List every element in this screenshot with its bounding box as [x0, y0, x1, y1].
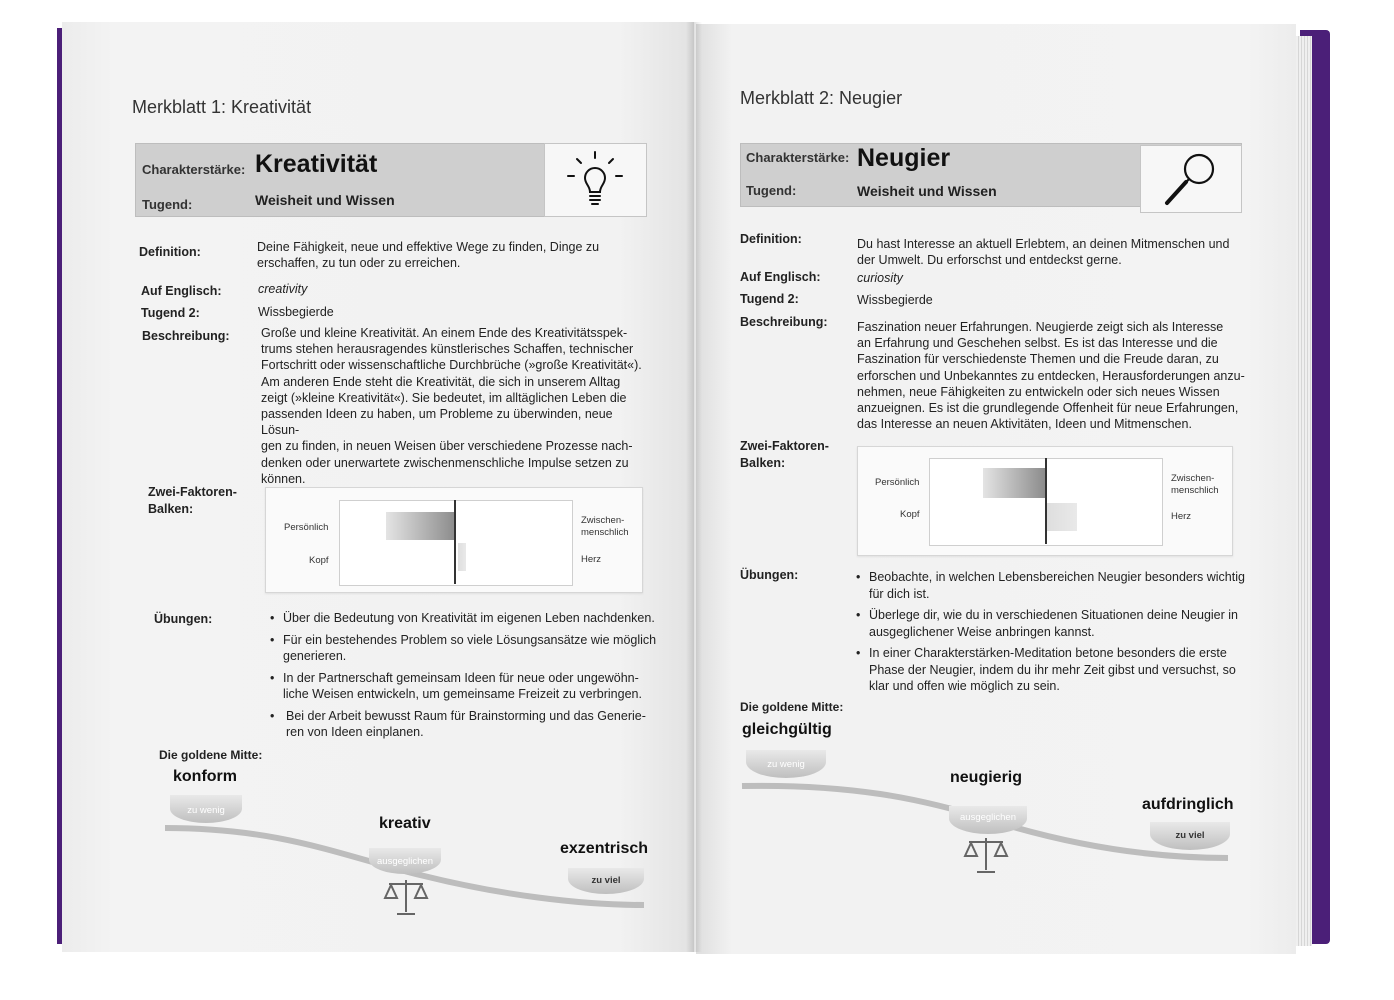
- golden-mean-title: Die goldene Mitte:: [740, 700, 844, 714]
- line: Große und kleine Kreativität. An einem Ende des Kreativitätsspek-: [261, 326, 628, 340]
- lightbulb-icon: [545, 144, 646, 216]
- too-much-text: zu viel: [1175, 830, 1205, 841]
- too-little-text: zu wenig: [187, 805, 225, 816]
- line: • In einer Charakterstärken-Meditation betone besonders die erste: [869, 646, 1227, 660]
- list-item: [268, 670, 658, 703]
- definition-text: [257, 239, 647, 271]
- line: ausgeglichener Weise anbringen kannst.: [869, 624, 1095, 639]
- too-much-word: aufdringlich: [1142, 796, 1234, 813]
- line: Faszination für verschiedenste Themen und die Freude daran, zu: [857, 352, 1219, 367]
- label-interpersonal: [581, 515, 629, 539]
- balanced-text: ausgeglichen: [377, 856, 433, 867]
- label-interpersonal: [1171, 473, 1219, 497]
- label-interpersonal-1: Zwischen-: [581, 515, 625, 526]
- definition-text: [857, 236, 1257, 268]
- exercises-label: Übungen:: [740, 568, 799, 582]
- line: können.: [261, 471, 306, 486]
- strength-label: Charakterstärke:: [746, 150, 850, 165]
- balanced-word: neugierig: [950, 769, 1023, 786]
- scales-icon: [383, 876, 429, 918]
- interpersonal-heart-bar: [458, 543, 466, 571]
- two-factor-label-line2: Balken:: [148, 502, 194, 516]
- right-icon-box: [1140, 145, 1242, 213]
- right-exercise-list: [854, 569, 1254, 700]
- two-factor-label-line2: Balken:: [740, 456, 786, 470]
- line: klar und offen wie möglich zu sein.: [869, 679, 1060, 693]
- too-much-text: zu viel: [591, 875, 621, 886]
- line: der Umwelt. Du erforschst und entdeckst gerne.: [857, 253, 1122, 268]
- list-item: [268, 632, 658, 665]
- line: passenden Ideen zu haben, um Probleme zu überwinden, neue Lösun-: [261, 407, 613, 438]
- right-two-factor-chart: [857, 446, 1233, 556]
- too-little-word: gleichgültig: [742, 721, 832, 738]
- too-little-word: konform: [173, 768, 237, 785]
- label-interpersonal-2: menschlich: [1171, 485, 1219, 496]
- strength-title: Neugier: [857, 144, 951, 172]
- line: Du hast Interesse an aktuell Erlebtem, an deinen Mitmenschen und: [857, 237, 1230, 251]
- list-item: [854, 645, 1254, 695]
- line: zeigt (»kleine Kreativität«). Sie bedeutet, im alltäglichen Leben die: [261, 390, 627, 405]
- english-label: Auf Englisch:: [141, 284, 222, 298]
- line: Deine Fähigkeit, neue und effektive Wege zu finden, Dinge zu: [257, 240, 600, 254]
- too-little-text: zu wenig: [767, 759, 805, 770]
- line: Faszination neuer Erfahrungen. Neugierde zeigt sich als Interesse: [857, 320, 1224, 334]
- line: erforschen und Unbekanntes zu entdecken, Herausforderungen anzu-: [857, 368, 1245, 383]
- line: für dich ist.: [869, 586, 930, 601]
- virtue2-label: Tugend 2:: [740, 292, 799, 306]
- description-label: Beschreibung:: [740, 315, 828, 329]
- chart-plot-area: [339, 500, 573, 586]
- definition-label: Definition:: [139, 245, 201, 259]
- list-item: [268, 610, 658, 627]
- label-interpersonal-2: menschlich: [581, 527, 629, 538]
- line: erschaffen, zu tun oder zu erreichen.: [257, 256, 461, 271]
- book-gutter: [686, 22, 702, 952]
- line: an Erfahrung und Geschehen selbst. Es ist das Interesse und die: [857, 336, 1218, 351]
- personal-head-bar: [983, 468, 1045, 498]
- definition-label: Definition:: [740, 232, 802, 246]
- two-factor-label: [740, 438, 829, 472]
- magnifier-icon: [1141, 146, 1241, 212]
- label-heart: Herz: [1171, 511, 1192, 522]
- line: generieren.: [283, 649, 347, 663]
- label-interpersonal-1: Zwischen-: [1171, 473, 1215, 484]
- virtue-label: Tugend:: [746, 183, 797, 198]
- line: gen zu finden, in neuen Weisen über verschiedene Prozesse nach-: [261, 439, 633, 454]
- left-two-factor-chart: [265, 487, 643, 593]
- label-head: Kopf: [309, 555, 329, 566]
- english-value: creativity: [258, 282, 308, 296]
- label-personal: Persönlich: [875, 477, 920, 488]
- line: denken oder unerwartete zwischenmenschliche Impulse setzen zu: [261, 455, 629, 470]
- label-heart: Herz: [581, 554, 602, 565]
- list-item: [268, 708, 658, 741]
- strength-title: Kreativität: [255, 150, 378, 178]
- interpersonal-heart-bar: [1047, 503, 1077, 531]
- virtue2-value: Wissbegierde: [857, 293, 933, 307]
- line: ren von Ideen einplanen.: [286, 725, 424, 739]
- strength-label: Charakterstärke:: [142, 162, 246, 177]
- two-factor-label-line1: Zwei-Faktoren-: [148, 485, 237, 499]
- balanced-text: ausgeglichen: [960, 812, 1016, 823]
- two-factor-label: [148, 484, 237, 518]
- virtue2-label: Tugend 2:: [141, 306, 200, 320]
- line: das Interesse an neuen Aktivitäten, Ideen und Mitmenschen.: [857, 417, 1192, 432]
- chart-axis: [454, 500, 456, 584]
- description-text: [261, 325, 653, 487]
- line: anzueignen. Es ist die grundlegende Offenheit für neue Erfahrungen,: [857, 401, 1239, 416]
- too-much-word: exzentrisch: [560, 840, 649, 857]
- two-factor-label-line1: Zwei-Faktoren-: [740, 439, 829, 453]
- list-item: [854, 607, 1254, 640]
- list-item: [854, 569, 1254, 602]
- description-text: [857, 319, 1257, 432]
- virtue-value: Weisheit und Wissen: [255, 192, 395, 208]
- left-header-bar: [135, 143, 646, 217]
- line: Phase der Neugier, indem du ihr mehr Zeit gibst und versuchst, so: [869, 662, 1236, 677]
- balanced-word: kreativ: [379, 815, 431, 832]
- line: • Für ein bestehendes Problem so viele Lösungsansätze wie möglich: [283, 632, 657, 647]
- left-icon-box: [544, 143, 647, 217]
- line: trums stehen herausragendes künstlerisches Schaffen, technischer: [261, 342, 634, 357]
- description-label: Beschreibung:: [142, 329, 230, 343]
- scales-icon: [963, 834, 1009, 876]
- line: • Beobachte, in welchen Lebensbereichen Neugier besonders wichtig: [869, 570, 1245, 584]
- left-sheet-title: Merkblatt 1: Kreativität: [132, 97, 312, 117]
- label-personal: Persönlich: [284, 522, 329, 533]
- personal-head-bar: [386, 512, 455, 540]
- label-head: Kopf: [900, 509, 920, 520]
- exercises-label: Übungen:: [154, 612, 213, 626]
- line: • Bei der Arbeit bewusst Raum für Brainstorming und das Generie-: [286, 708, 646, 723]
- line: nehmen, neue Fähigkeiten zu entwickeln oder sich neues Wissen: [857, 384, 1220, 399]
- golden-mean-title: Die goldene Mitte:: [159, 748, 263, 762]
- english-label: Auf Englisch:: [740, 270, 821, 284]
- virtue-value: Weisheit und Wissen: [857, 183, 997, 199]
- line: Fortschritt oder wissenschaftliche Durchbrüche (»große Kreativität«).: [261, 358, 642, 373]
- line: Am anderen Ende steht die Kreativität, die sich in unserem Alltag: [261, 374, 621, 389]
- chart-axis: [1045, 458, 1047, 544]
- right-sheet-title: Merkblatt 2: Neugier: [740, 88, 903, 108]
- line: liche Weisen entwickeln, um gemeinsame Freizeit zu verbringen.: [283, 687, 642, 701]
- virtue2-value: Wissbegierde: [258, 305, 334, 319]
- line: • In der Partnerschaft gemeinsam Ideen für neue oder ungewöhn-: [283, 670, 639, 685]
- left-exercise-list: [268, 610, 658, 746]
- virtue-label: Tugend:: [142, 197, 193, 212]
- line: • Über die Bedeutung von Kreativität im eigenen Leben nachdenken.: [283, 611, 655, 625]
- english-value: curiosity: [857, 271, 903, 285]
- right-header-bar: [740, 143, 1242, 207]
- line: • Überlege dir, wie du in verschiedenen Situationen deine Neugier in: [869, 608, 1238, 622]
